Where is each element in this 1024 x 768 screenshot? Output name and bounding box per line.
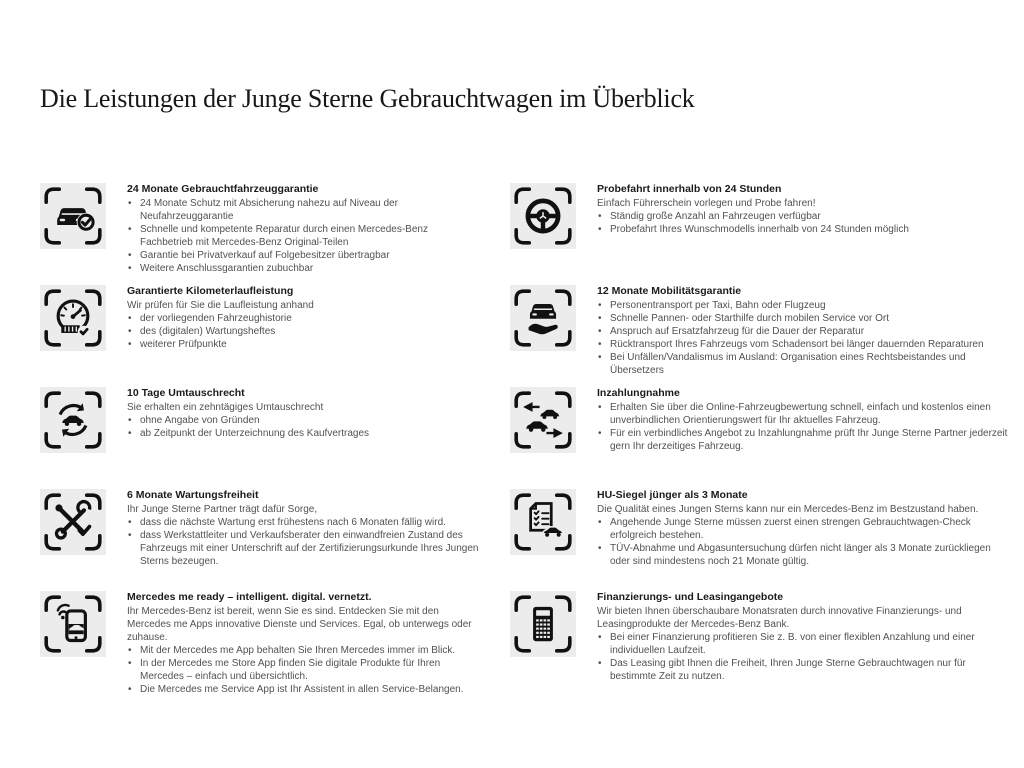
bullet-item: • Rücktransport Ihres Fahrzeugs vom Schadensort bei länger dauernden Reparaturen <box>597 338 1009 351</box>
service-item-heading: HU-Siegel jünger als 3 Monate <box>597 489 748 501</box>
bullet-item: • Das Leasing gibt Ihnen die Freiheit, Ihren Junge Sterne Gebrauchtwagen nur für bestimmte Zeit zu nutzen. <box>597 657 1009 683</box>
service-item-bullets <box>597 401 1009 453</box>
services-column-right <box>510 183 1008 693</box>
service-icon-tile <box>40 285 106 351</box>
bullet-item: • Schnelle Pannen- oder Starthilfe durch mobilen Service vor Ort <box>597 312 1009 325</box>
service-item <box>510 183 1009 285</box>
bullet-item: • Für ein verbindliches Angebot zu Inzahlungnahme prüft Ihr Junge Sterne Partner jederzeit gern Ihr derzeitiges Fahrzeug. <box>597 427 1009 453</box>
bullet-item: • Bei Unfällen/Vandalismus im Ausland: Organisation eines Rechtsbeistandes und Übersetzers <box>597 351 1009 377</box>
service-item-heading: 24 Monate Gebrauchtfahrzeuggarantie <box>127 183 319 195</box>
service-item-text <box>127 285 479 351</box>
service-item-text <box>597 591 1009 683</box>
service-item-intro: Ihr Junge Sterne Partner trägt dafür Sorge, <box>127 504 318 515</box>
bullet-item: • ohne Angabe von Gründen <box>127 414 479 427</box>
trade-in-cars-icon <box>510 387 576 453</box>
bullet-item: • des (digitalen) Wartungsheftes <box>127 325 479 338</box>
service-item <box>40 285 510 387</box>
service-item-bullets <box>127 516 479 568</box>
service-item-intro: Wir prüfen für Sie die Laufleistung anhand <box>127 300 314 311</box>
steering-wheel-icon <box>510 183 576 249</box>
service-icon-tile <box>40 591 106 657</box>
service-item-text <box>597 387 1009 453</box>
service-item-heading: Garantierte Kilometerlaufleistung <box>127 285 294 297</box>
service-item-text <box>127 591 479 696</box>
bullet-item: • TÜV-Abnahme und Abgasuntersuchung dürfen nicht länger als 3 Monate zurückliegen oder sind mindestens noch 21 Monate gültig. <box>597 542 1009 568</box>
bullet-item: • dass die nächste Wartung erst frühestens nach 6 Monaten fällig wird. <box>127 516 479 529</box>
calculator-icon <box>510 591 576 657</box>
service-item-intro: Die Qualität eines Jungen Sterns kann nur ein Mercedes-Benz im Bestzustand haben. <box>597 504 979 515</box>
bullet-item: • Garantie bei Privatverkauf auf Folgebesitzer übertragbar <box>127 249 479 262</box>
bullet-item: • Mit der Mercedes me App behalten Sie Ihren Mercedes immer im Blick. <box>127 644 479 657</box>
service-item-heading: 6 Monate Wartungsfreiheit <box>127 489 259 501</box>
checklist-car-icon <box>510 489 576 555</box>
service-icon-tile <box>510 591 576 657</box>
car-hand-icon <box>510 285 576 351</box>
service-item-heading: Inzahlungnahme <box>597 387 680 399</box>
service-item <box>510 387 1009 489</box>
car-check-icon <box>40 183 106 249</box>
service-item-heading: Probefahrt innerhalb von 24 Stunden <box>597 183 782 195</box>
service-item <box>510 489 1009 591</box>
bullet-item: • Personentransport per Taxi, Bahn oder Flugzeug <box>597 299 1009 312</box>
service-item-intro: Wir bieten Ihnen überschaubare Monatsraten durch innovative Finanzierungs- und Leasingprodukte der Mercedes-Benz Bank. <box>597 606 962 630</box>
service-icon-tile <box>510 489 576 555</box>
service-icon-tile <box>510 387 576 453</box>
service-icon-tile <box>40 183 106 249</box>
service-item-bullets <box>127 644 479 696</box>
service-icon-tile <box>40 387 106 453</box>
service-item-text <box>127 387 479 440</box>
service-icon-tile <box>510 183 576 249</box>
tools-check-icon <box>40 489 106 555</box>
services-grid <box>40 183 1008 695</box>
service-item-bullets <box>127 197 479 275</box>
page-title: Die Leistungen der Junge Sterne Gebrauchtwagen im Überblick <box>40 84 695 113</box>
service-item-heading: 12 Monate Mobilitätsgarantie <box>597 285 742 297</box>
service-item-heading: 10 Tage Umtauschrecht <box>127 387 245 399</box>
bullet-item: • ab Zeitpunkt der Unterzeichnung des Kaufvertrages <box>127 427 479 440</box>
bullet-item: • dass Werkstattleiter und Verkaufsberater den einwandfreien Zustand des Fahrzeugs mit einer Unterschrift auf der Zertifizierungsurkunde Ihres Jungen Sterns bezeugen. <box>127 529 479 568</box>
bullet-item: • Ständig große Anzahl an Fahrzeugen verfügbar <box>597 210 1009 223</box>
service-item-bullets <box>597 210 1009 236</box>
service-item-bullets <box>127 312 479 351</box>
service-item-bullets <box>597 631 1009 683</box>
service-item-text <box>127 489 479 568</box>
bullet-item: • In der Mercedes me Store App finden Sie digitale Produkte für Ihren Mercedes – einfach und übersichtlich. <box>127 657 479 683</box>
service-item-heading: Mercedes me ready – intelligent. digital. vernetzt. <box>127 591 372 603</box>
bullet-item: • Anspruch auf Ersatzfahrzeug für die Dauer der Reparatur <box>597 325 1009 338</box>
bullet-item: • Bei einer Finanzierung profitieren Sie z. B. von einer flexiblen Anzahlung und einer individuellen Laufzeit. <box>597 631 1009 657</box>
service-item <box>40 591 510 693</box>
service-item-bullets <box>127 414 479 440</box>
bullet-item: • weiterer Prüfpunkte <box>127 338 479 351</box>
bullet-item: • Die Mercedes me Service App ist Ihr Assistent in allen Service-Belangen. <box>127 683 479 696</box>
smartphone-connect-icon <box>40 591 106 657</box>
service-item-text <box>597 489 1009 568</box>
service-item <box>40 183 510 285</box>
service-item <box>40 489 510 591</box>
service-item-intro: Ihr Mercedes-Benz ist bereit, wenn Sie es sind. Entdecken Sie mit den Mercedes me Apps innovative Dienste und Services. Egal, ob unterwegs oder zuhause. <box>127 606 472 643</box>
service-item-heading: Finanzierungs- und Leasingangebote <box>597 591 784 603</box>
bullet-item: • 24 Monate Schutz mit Absicherung nahezu auf Niveau der Neufahrzeuggarantie <box>127 197 479 223</box>
service-item-intro: Einfach Führerschein vorlegen und Probe fahren! <box>597 198 816 209</box>
bullet-item: • Probefahrt Ihres Wunschmodells innerhalb von 24 Stunden möglich <box>597 223 1009 236</box>
bullet-item: • Schnelle und kompetente Reparatur durch einen Mercedes-Benz Fachbetrieb mit Mercedes-Benz Original-Teilen <box>127 223 479 249</box>
services-column-left <box>40 183 510 693</box>
service-item-text <box>597 285 1009 377</box>
service-item <box>510 285 1009 387</box>
service-item-bullets <box>597 516 1009 568</box>
service-item-text <box>127 183 479 275</box>
service-icon-tile <box>510 285 576 351</box>
bullet-item: • der vorliegenden Fahrzeughistorie <box>127 312 479 325</box>
service-icon-tile <box>40 489 106 555</box>
speedometer-icon <box>40 285 106 351</box>
service-item <box>510 591 1009 693</box>
service-item-bullets <box>597 299 1009 377</box>
bullet-item: • Angehende Junge Sterne müssen zuerst einen strengen Gebrauchtwagen-Check erfolgreich bestehen. <box>597 516 1009 542</box>
bullet-item: • Erhalten Sie über die Online-Fahrzeugbewertung schnell, einfach und kostenlos einen unverbindlichen Orientierungswert für Ihr aktuelles Fahrzeug. <box>597 401 1009 427</box>
car-exchange-icon <box>40 387 106 453</box>
service-item-text <box>597 183 1009 236</box>
bullet-item: • Weitere Anschlussgarantien zubuchbar <box>127 262 479 275</box>
service-item-intro: Sie erhalten ein zehntägiges Umtauschrecht <box>127 402 324 413</box>
service-item <box>40 387 510 489</box>
